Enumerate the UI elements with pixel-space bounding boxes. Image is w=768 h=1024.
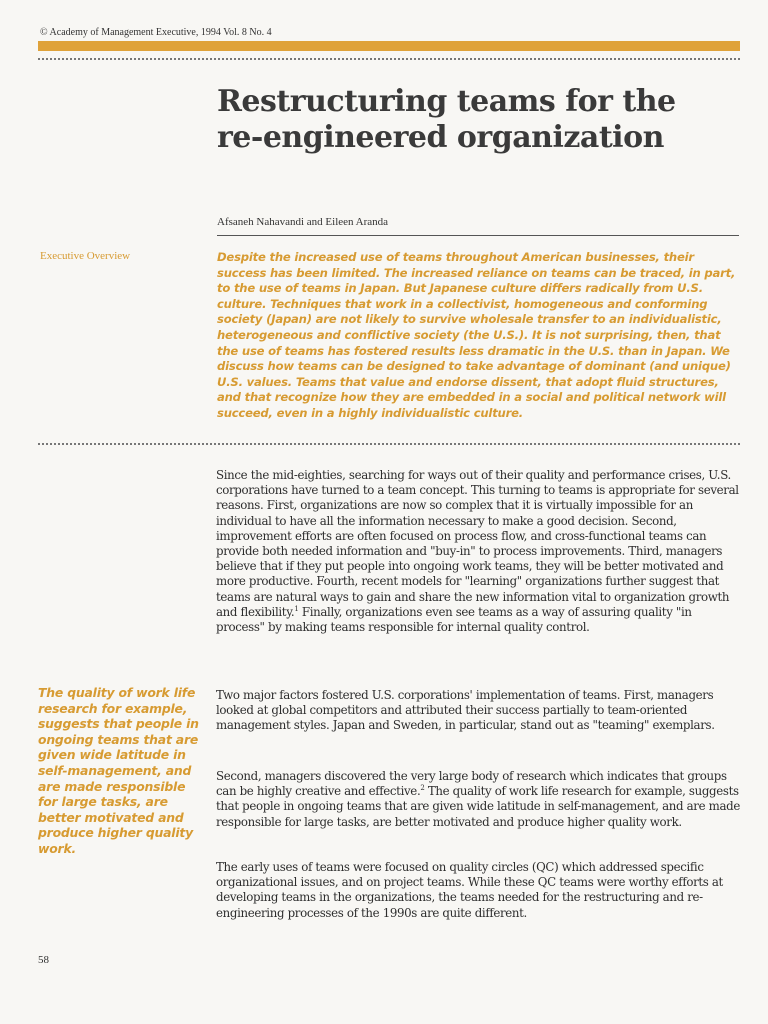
title-line-1: Restructuring teams for the <box>217 84 676 119</box>
body-p3-text-a: Second, managers discovered the very large body of research which indicates that groups can be highly creative and effective. <box>216 769 727 799</box>
authors-divider <box>217 235 739 236</box>
article-authors: Afsaneh Nahavandi and Eileen Aranda <box>217 216 389 228</box>
body-p3-text-b: The quality of work life research for example, suggests that people in ongoing teams that are given wide latitude in self-management, and are made responsible for large tasks, are better motivated and produce higher quality work. <box>216 784 740 829</box>
body-paragraph-1 <box>216 468 740 635</box>
page-number: 58 <box>38 954 49 966</box>
article-title <box>217 84 737 156</box>
body-paragraph-3 <box>216 769 740 830</box>
pull-quote: The quality of work life research for example, suggests that people in ongoing teams that are given wide latitude in self-management, and are made responsible for large tasks, are better motivated and produce higher quality work. <box>38 685 199 856</box>
body-paragraph-2 <box>216 688 740 734</box>
journal-citation: © Academy of Management Executive, 1994 Vol. 8 No. 4 <box>40 27 272 38</box>
header-accent-bar <box>38 41 740 51</box>
footnote-ref-1: 1 <box>294 604 299 613</box>
header-dotted-divider <box>38 58 740 60</box>
body-p1-text-a: Since the mid-eighties, searching for ways out of their quality and performance crises, U.S. corporations have turned to a team concept. This turning to teams is appropriate for several reasons. First, organizations are now so complex that it is virtually impossible for an individual to have all the information necessary to make a good decision. Second, improvement efforts are often focused on process flow, and cross-functional teams can provide both needed information and "buy-in" to process improvements. Third, managers believe that if they put people into ongoing work teams, they will be better motivated and more productive. Fourth, recent models for "learning" organizations further suggest that teams are natural ways to gain and share the new information vital to organization growth and flexibility. <box>216 468 739 619</box>
body-paragraph-4 <box>216 860 740 921</box>
title-line-2: re-engineered organization <box>217 120 664 155</box>
body-p2-text: Two major factors fostered U.S. corporations' implementation of teams. First, managers looked at global competitors and attributed their success partially to team-oriented management styles. Japan and Sweden, in particular, stand out as "teaming" exemplars. <box>216 688 715 733</box>
body-p1-text-b: Finally, organizations even see teams as a way of assuring quality "in process" by making teams responsible for internal quality control. <box>216 604 692 635</box>
overview-dotted-divider <box>38 443 740 445</box>
executive-overview-text: Despite the increased use of teams throughout American businesses, their success has been limited. The increased reliance on teams can be traced, in part, to the use of teams in Japan. But Japanese culture differs radically from U.S. culture. Techniques that work in a collectivist, homogeneous and conforming society (Japan) are not likely to survive wholesale transfer to an individualistic, heterogeneous and conflictive society (the U.S.). It is not surprising, then, that the use of teams has fostered results less dramatic in the U.S. than in Japan. We discuss how teams can be designed to take advantage of dominant (and unique) U.S. values. Teams that value and endorse dissent, that adopt fluid structures, and that recognize how they are embedded in a social and political network will succeed, even in a highly individualistic culture. <box>217 250 736 420</box>
executive-overview-label: Executive Overview <box>40 250 131 262</box>
body-p4-text: The early uses of teams were focused on quality circles (QC) which addressed specific organizational issues, and on project teams. While these QC teams were worthy efforts at developing teams in the organizations, the teams needed for the restructuring and re-engineering processes of the 1990s are quite different. <box>216 860 723 920</box>
footnote-ref-2: 2 <box>420 784 425 793</box>
